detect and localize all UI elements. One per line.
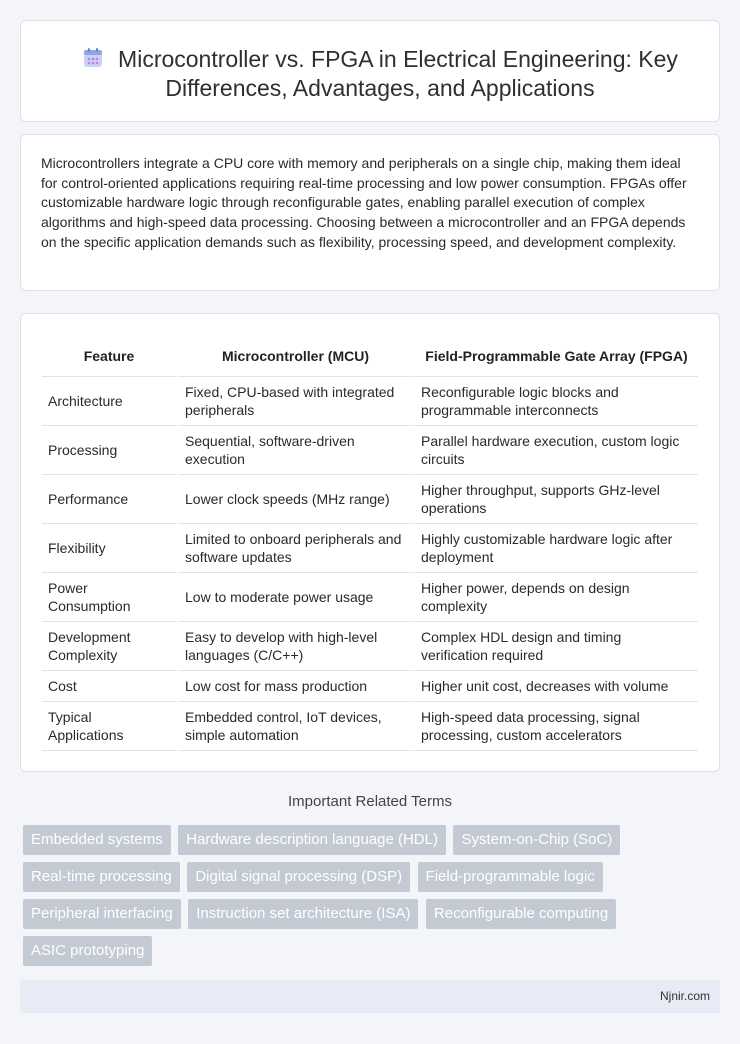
cell-mcu: Low to moderate power usage bbox=[176, 573, 412, 622]
summary-card bbox=[20, 134, 720, 291]
cell-feature: Cost bbox=[42, 671, 176, 702]
table-row bbox=[42, 671, 698, 702]
table-row bbox=[42, 426, 698, 475]
cell-feature: Power Consumption bbox=[42, 573, 176, 622]
cell-feature: Typical Applications bbox=[42, 702, 176, 751]
cell-mcu: Easy to develop with high-level languages (C/C++) bbox=[176, 622, 412, 671]
tag-soc[interactable]: System-on-Chip (SoC) bbox=[453, 825, 620, 855]
cell-fpga: Higher unit cost, decreases with volume bbox=[412, 671, 698, 702]
table-row bbox=[42, 622, 698, 671]
cell-fpga: Reconfigurable logic blocks and programmable interconnects bbox=[412, 377, 698, 426]
tag-field-programmable-logic[interactable]: Field-programmable logic bbox=[418, 862, 603, 892]
related-terms-heading: Important Related Terms bbox=[288, 793, 452, 810]
cell-feature: Architecture bbox=[42, 377, 176, 426]
cell-feature: Performance bbox=[42, 475, 176, 524]
footer bbox=[20, 980, 720, 1013]
cell-fpga: Complex HDL design and timing verification required bbox=[412, 622, 698, 671]
title-card bbox=[20, 20, 720, 122]
comparison-table-card bbox=[20, 313, 720, 772]
footer-site-link[interactable]: Njnir.com bbox=[659, 989, 710, 1003]
table-row bbox=[42, 475, 698, 524]
cell-mcu: Lower clock speeds (MHz range) bbox=[176, 475, 412, 524]
tag-asic-prototyping[interactable]: ASIC prototyping bbox=[23, 936, 152, 966]
cell-feature: Development Complexity bbox=[42, 622, 176, 671]
related-terms-list bbox=[23, 825, 713, 973]
cell-mcu: Sequential, software-driven execution bbox=[176, 426, 412, 475]
cell-feature: Processing bbox=[42, 426, 176, 475]
header-feature: Feature bbox=[42, 336, 176, 377]
header-fpga: Field-Programmable Gate Array (FPGA) bbox=[412, 336, 698, 377]
document-icon bbox=[82, 47, 104, 69]
tag-isa[interactable]: Instruction set architecture (ISA) bbox=[188, 899, 418, 929]
cell-mcu: Low cost for mass production bbox=[176, 671, 412, 702]
table-row bbox=[42, 702, 698, 751]
header-mcu: Microcontroller (MCU) bbox=[176, 336, 412, 377]
table-row bbox=[42, 377, 698, 426]
cell-mcu: Fixed, CPU-based with integrated peripherals bbox=[176, 377, 412, 426]
comparison-table bbox=[42, 336, 698, 751]
tag-dsp[interactable]: Digital signal processing (DSP) bbox=[187, 862, 410, 892]
cell-fpga: Higher throughput, supports GHz-level operations bbox=[412, 475, 698, 524]
table-row bbox=[42, 524, 698, 573]
cell-mcu: Limited to onboard peripherals and software updates bbox=[176, 524, 412, 573]
cell-fpga: High-speed data processing, signal processing, custom accelerators bbox=[412, 702, 698, 751]
cell-feature: Flexibility bbox=[42, 524, 176, 573]
tag-reconfigurable-computing[interactable]: Reconfigurable computing bbox=[426, 899, 616, 929]
table-row bbox=[42, 573, 698, 622]
cell-fpga: Parallel hardware execution, custom logic circuits bbox=[412, 426, 698, 475]
summary-text: Microcontrollers integrate a CPU core with memory and peripherals on a single chip, making them ideal for control-oriented applications requiring real-time processing and low power consumption. FPGAs offer customizable hardware logic through reconfigurable gates, enabling parallel execution of complex algorithms and high-speed data processing. Choosing between a microcontroller and an FPGA depends on the specific application demands such as flexibility, processing speed, and development complexity. bbox=[41, 155, 687, 250]
page-title bbox=[61, 45, 699, 103]
cell-mcu: Embedded control, IoT devices, simple automation bbox=[176, 702, 412, 751]
tag-real-time-processing[interactable]: Real-time processing bbox=[23, 862, 180, 892]
cell-fpga: Higher power, depends on design complexity bbox=[412, 573, 698, 622]
page-title-text: Microcontroller vs. FPGA in Electrical Engineering: Key Differences, Advantages, and Applications bbox=[118, 46, 678, 101]
table-header-row bbox=[42, 336, 698, 377]
cell-fpga: Highly customizable hardware logic after deployment bbox=[412, 524, 698, 573]
tag-embedded-systems[interactable]: Embedded systems bbox=[23, 825, 171, 855]
tag-hdl[interactable]: Hardware description language (HDL) bbox=[178, 825, 446, 855]
tag-peripheral-interfacing[interactable]: Peripheral interfacing bbox=[23, 899, 181, 929]
